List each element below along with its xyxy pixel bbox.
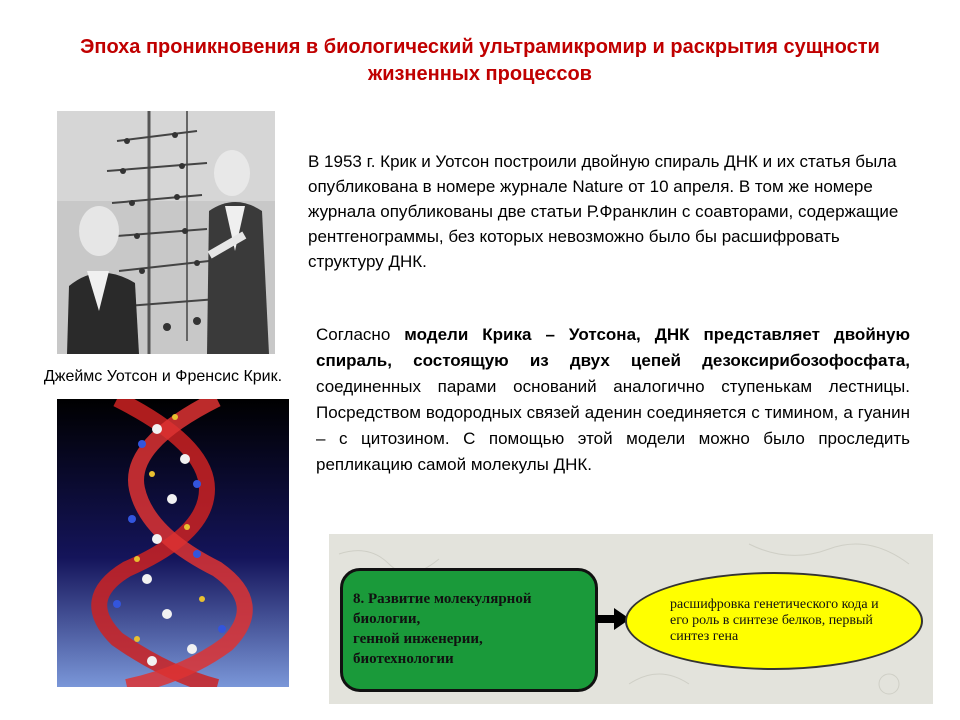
slide-title: Эпоха проникновения в биологический ультрамикромир и раскрытия сущности жизненных процессов (80, 36, 880, 85)
watson-crick-photo (57, 111, 275, 354)
model-paragraph-bold: модели Крика – Уотсона, ДНК представляет двойную спираль, состоящую из двух цепей дезоксирибозофосфата, (316, 325, 911, 370)
history-paragraph: В 1953 г. Крик и Уотсон построили двойную спираль ДНК и их статья была опубликована в номере журнале Nature от 10 апреля. В том же номере журнала опубликованы две статьи Р.Франклин с соавторами, содержащие рентгенограммы, без которых невозможно было бы расшифровать структуру ДНК. (308, 152, 899, 271)
box-line: биотехнологии (353, 651, 454, 667)
box-line: 8. Развитие молекулярной (353, 591, 532, 607)
dna-helix-image (57, 399, 289, 687)
box-line: биологии, (353, 611, 421, 627)
photo-caption: Джеймс Уотсон и Френсис Крик. (43, 368, 283, 385)
molecular-biology-box (340, 568, 598, 692)
model-paragraph (316, 322, 910, 478)
box-line: генной инженерии, (353, 631, 483, 647)
model-paragraph-intro: Согласно (316, 325, 405, 344)
model-paragraph-rest: соединенных парами оснований аналогично ступенькам лестницы. Посредством водородных связей аденин соединяется с тимином, а гуанин – с цитозином. С помощью этой модели можно было проследить репликацию самой молекулы ДНК. (316, 377, 910, 474)
ellipse-text: расшифровка генетического кода и его роль в синтезе белков, первый синтез гена (670, 597, 879, 644)
